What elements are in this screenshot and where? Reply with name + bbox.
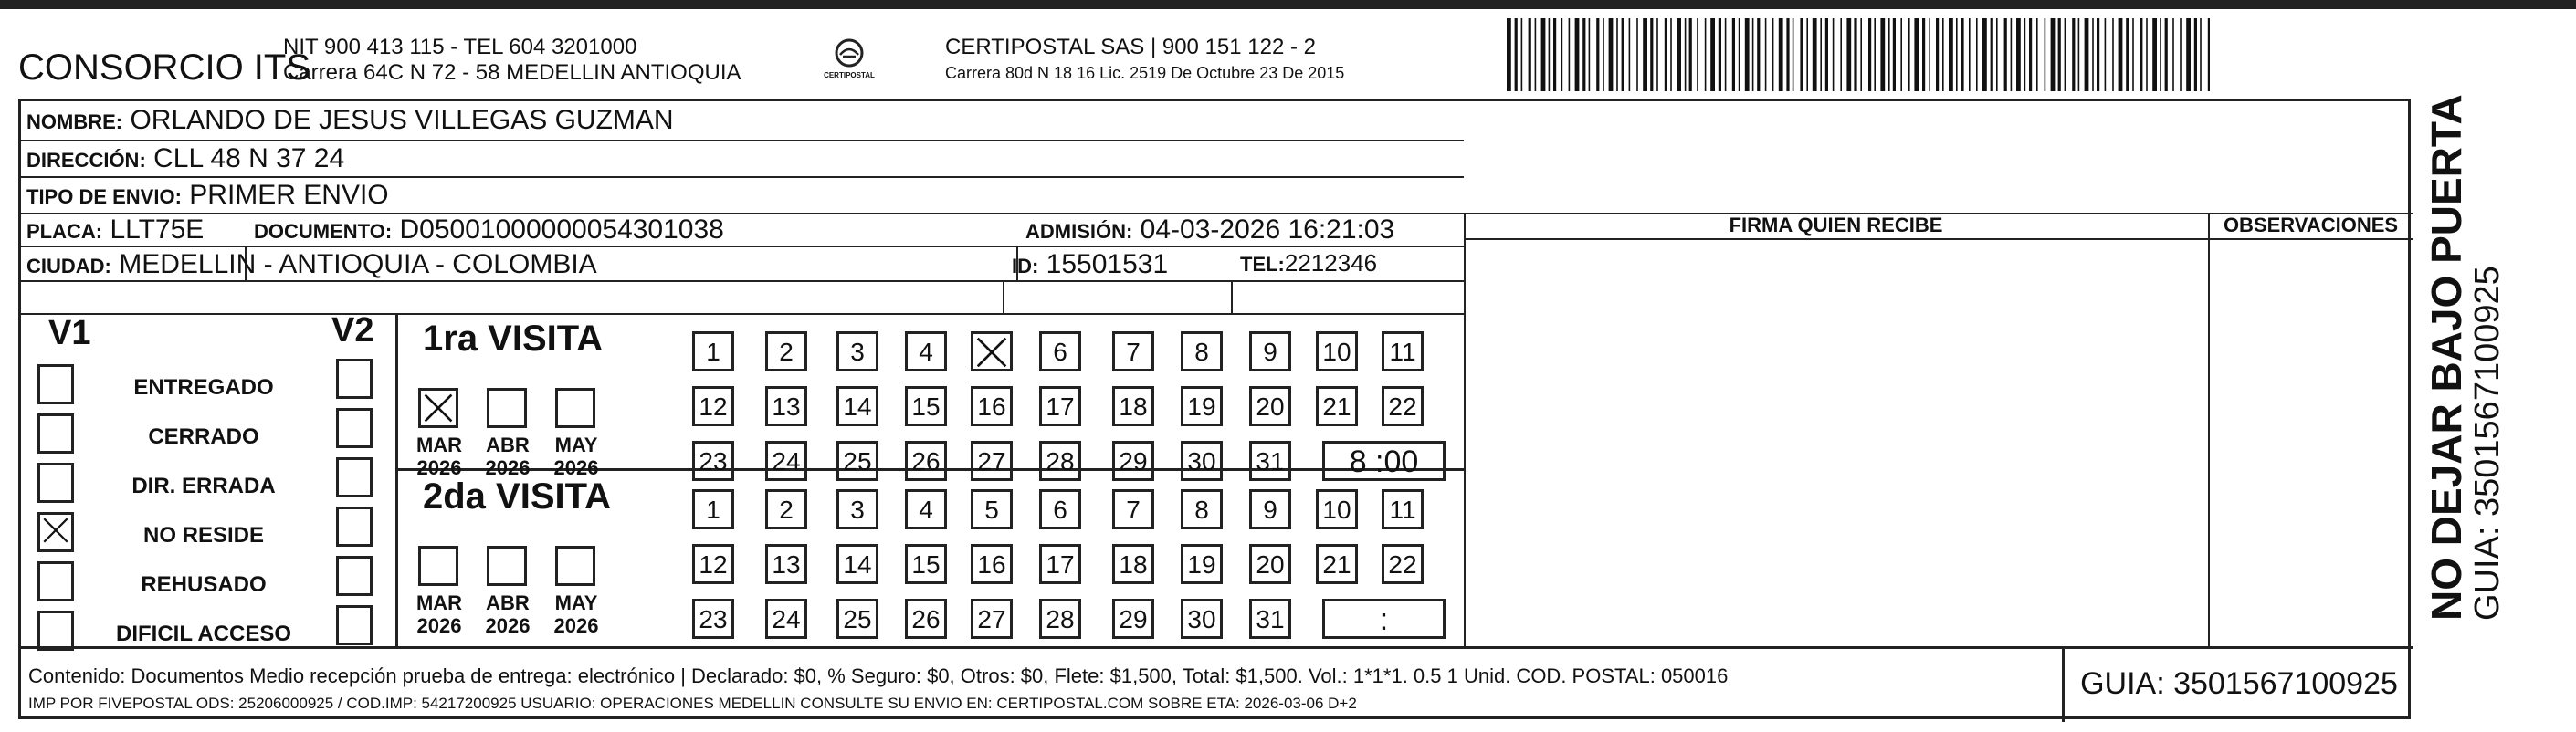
day-box[interactable]: 13 (765, 544, 807, 584)
month-name: MAR (415, 434, 463, 456)
ciudad-field (26, 249, 597, 280)
visit-title: 2da VISITA (423, 476, 611, 517)
v1-checkbox[interactable] (37, 364, 74, 404)
status-label: NO RESIDE (142, 523, 265, 548)
month-year: 2026 (553, 614, 599, 637)
month-name: MAR (415, 591, 463, 614)
day-box[interactable]: 2 (765, 489, 807, 529)
documento-label: DOCUMENTO: (254, 220, 393, 243)
admision-value: 04-03-2026 16:21:03 (1140, 214, 1395, 245)
contenido-line: Contenido: Documentos Medio recepción prueba de entrega: electrónico | Declarado: $0, % Seguro: $0, Otros: $0, Flete: $1,500, Total: $1,500. Vol.: 1*1*1. 0.5 1 Unid. COD. POSTAL: 050016 (28, 664, 1729, 687)
day-box[interactable]: 27 (971, 441, 1013, 481)
side-notice (2424, 94, 2507, 621)
day-box[interactable]: 18 (1112, 386, 1154, 426)
month-checkbox[interactable] (487, 388, 527, 428)
tipo-field (26, 180, 389, 211)
day-box[interactable]: 9 (1249, 331, 1291, 371)
documento-value: D05001000000054301038 (399, 214, 724, 245)
day-box[interactable]: 1 (692, 331, 734, 371)
v2-checkbox[interactable] (336, 605, 373, 645)
certi-line1: CERTIPOSTAL SAS | 900 151 122 - 2 (945, 35, 1316, 59)
day-box[interactable]: 22 (1382, 544, 1424, 584)
day-box[interactable]: 16 (971, 386, 1013, 426)
day-box[interactable]: 13 (765, 386, 807, 426)
tipo-value: PRIMER ENVIO (189, 180, 389, 210)
day-box[interactable]: 3 (836, 489, 878, 529)
month-year: 2026 (416, 614, 462, 637)
status-label: REHUSADO (141, 572, 267, 597)
month-label (478, 434, 538, 479)
v2-checkbox[interactable] (336, 408, 373, 448)
id-field (1012, 249, 1168, 280)
month-label (409, 591, 469, 637)
direccion-label: DIRECCIÓN: (26, 149, 146, 172)
month-name: MAY (554, 591, 598, 614)
day-box[interactable]: 17 (1039, 386, 1081, 426)
day-box[interactable]: 20 (1249, 544, 1291, 584)
status-label: DIFICIL ACCESO (115, 622, 291, 646)
day-box[interactable]: 25 (836, 599, 878, 639)
month-label (409, 434, 469, 479)
day-box[interactable]: 24 (765, 441, 807, 481)
day-box[interactable]: 14 (836, 544, 878, 584)
day-box[interactable]: 23 (692, 599, 734, 639)
day-box[interactable]: 30 (1181, 441, 1223, 481)
logo-text: CERTIPOSTAL (824, 71, 875, 79)
direccion-value: CLL 48 N 37 24 (153, 143, 345, 173)
id-label: ID: (1012, 255, 1039, 277)
placa-value: LLT75E (110, 214, 205, 245)
nombre-label: NOMBRE: (26, 110, 123, 133)
month-checkbox[interactable] (418, 388, 458, 428)
day-box[interactable]: 23 (692, 441, 734, 481)
month-year: 2026 (553, 456, 599, 479)
imp-line: IMP POR FIVEPOSTAL ODS: 25206000925 / COD.IMP: 54217200925 USUARIO: OPERACIONES MEDELLIN CONSULTE SU ENVIO EN: CERTIPOSTAL.COM SOBRE ETA: 2026-03-06 D+2 (28, 695, 1357, 712)
day-box[interactable]: 27 (971, 599, 1013, 639)
company-name: CONSORCIO ITS (18, 47, 311, 88)
certi-line2: Carrera 80d N 18 16 Lic. 2519 De Octubre 23 De 2015 (945, 64, 1345, 82)
day-box[interactable]: 19 (1181, 386, 1223, 426)
nombre-value: ORLANDO DE JESUS VILLEGAS GUZMAN (130, 105, 674, 135)
nit-line: NIT 900 413 115 - TEL 604 3201000 (283, 35, 637, 59)
day-box[interactable] (971, 331, 1013, 371)
day-box[interactable]: 26 (905, 599, 947, 639)
day-box[interactable]: 21 (1316, 386, 1358, 426)
day-box[interactable]: 6 (1039, 331, 1081, 371)
day-box[interactable]: 11 (1382, 489, 1424, 529)
month-label (478, 591, 538, 637)
month-name: ABR (486, 434, 530, 456)
v2-checkbox[interactable] (336, 556, 373, 596)
v1-checkbox[interactable] (37, 561, 74, 601)
side-notice-line1: NO DEJAR BAJO PUERTA (2423, 94, 2470, 621)
status-label: DIR. ERRADA (131, 474, 276, 498)
month-checkbox[interactable] (555, 546, 595, 586)
top-border (0, 0, 2576, 9)
day-box[interactable]: 3 (836, 331, 878, 371)
placa-field (26, 214, 204, 246)
certipostal-info (945, 35, 1344, 86)
day-box[interactable]: 5 (971, 489, 1013, 529)
side-guia-line: GUIA: 3501567100925 (2468, 266, 2507, 621)
admision-label: ADMISIÓN: (1025, 220, 1133, 243)
company-info (283, 35, 741, 86)
v2-checkbox[interactable] (336, 507, 373, 547)
guia-number: GUIA: 3501567100925 (2062, 649, 2413, 722)
day-box[interactable]: 26 (905, 441, 947, 481)
day-box[interactable]: 18 (1112, 544, 1154, 584)
v1-checkbox[interactable] (37, 463, 74, 503)
day-box[interactable]: 8 (1181, 489, 1223, 529)
day-box[interactable]: 30 (1181, 599, 1223, 639)
month-label (546, 434, 606, 479)
month-label (546, 591, 606, 637)
day-box[interactable]: 4 (905, 489, 947, 529)
day-box[interactable]: 22 (1382, 386, 1424, 426)
v1-checkbox[interactable] (37, 611, 74, 651)
visit-title: 1ra VISITA (423, 319, 604, 359)
day-box[interactable]: 19 (1181, 544, 1223, 584)
admision-field (1025, 214, 1394, 246)
barcode (1507, 18, 2210, 91)
tel-label: TEL: (1240, 253, 1285, 276)
day-box[interactable]: 12 (692, 544, 734, 584)
v2-heading: V2 (331, 311, 374, 350)
tipo-label: TIPO DE ENVIO: (26, 185, 182, 208)
month-year: 2026 (485, 456, 531, 479)
ciudad-label: CIUDAD: (26, 255, 111, 277)
day-box[interactable]: 7 (1112, 489, 1154, 529)
placa-label: PLACA: (26, 220, 103, 243)
direccion-field (26, 143, 344, 174)
day-box[interactable]: 16 (971, 544, 1013, 584)
day-box[interactable]: 11 (1382, 331, 1424, 371)
day-box[interactable]: 8 (1181, 331, 1223, 371)
month-year: 2026 (416, 456, 462, 479)
visit-time[interactable]: : (1322, 599, 1446, 639)
month-name: ABR (486, 591, 530, 614)
tel-value: 2212346 (1284, 249, 1378, 277)
observaciones-header: OBSERVACIONES (2223, 214, 2399, 236)
month-checkbox[interactable] (555, 388, 595, 428)
day-box[interactable]: 24 (765, 599, 807, 639)
day-box[interactable]: 9 (1249, 489, 1291, 529)
day-box[interactable]: 20 (1249, 386, 1291, 426)
v1-checkbox[interactable] (37, 413, 74, 454)
day-box[interactable]: 10 (1316, 331, 1358, 371)
nombre-field (26, 105, 674, 136)
day-box[interactable]: 14 (836, 386, 878, 426)
day-box[interactable]: 6 (1039, 489, 1081, 529)
month-year: 2026 (485, 614, 531, 637)
day-box[interactable]: 29 (1112, 599, 1154, 639)
documento-field (254, 214, 724, 246)
day-box[interactable]: 29 (1112, 441, 1154, 481)
id-value: 15501531 (1046, 249, 1169, 279)
certipostal-logo (813, 35, 886, 89)
month-name: MAY (554, 434, 598, 456)
status-label: CERRADO (148, 424, 259, 449)
day-box[interactable]: 28 (1039, 599, 1081, 639)
month-checkbox[interactable] (418, 546, 458, 586)
tel-field (1240, 249, 1377, 277)
day-box[interactable]: 28 (1039, 441, 1081, 481)
month-checkbox[interactable] (487, 546, 527, 586)
visit-time[interactable]: 8 :00 (1322, 441, 1446, 481)
day-box[interactable]: 31 (1249, 441, 1291, 481)
day-box[interactable]: 12 (692, 386, 734, 426)
day-box[interactable]: 31 (1249, 599, 1291, 639)
day-box[interactable]: 7 (1112, 331, 1154, 371)
ciudad-value: MEDELLIN - ANTIOQUIA - COLOMBIA (119, 249, 597, 279)
day-box[interactable]: 15 (905, 544, 947, 584)
day-box[interactable]: 25 (836, 441, 878, 481)
day-box[interactable]: 21 (1316, 544, 1358, 584)
v2-checkbox[interactable] (336, 457, 373, 497)
address-line: Carrera 64C N 72 - 58 MEDELLIN ANTIOQUIA (283, 60, 741, 85)
day-box[interactable]: 4 (905, 331, 947, 371)
v2-checkbox[interactable] (336, 359, 373, 399)
day-box[interactable]: 17 (1039, 544, 1081, 584)
v1-checkbox[interactable] (37, 512, 74, 552)
delivery-form (18, 99, 2411, 719)
v1-heading: V1 (48, 314, 91, 352)
day-box[interactable]: 15 (905, 386, 947, 426)
status-label: ENTREGADO (133, 375, 274, 400)
firma-header: FIRMA QUIEN RECIBE (1729, 214, 1943, 236)
day-box[interactable]: 2 (765, 331, 807, 371)
day-box[interactable]: 1 (692, 489, 734, 529)
day-box[interactable]: 10 (1316, 489, 1358, 529)
